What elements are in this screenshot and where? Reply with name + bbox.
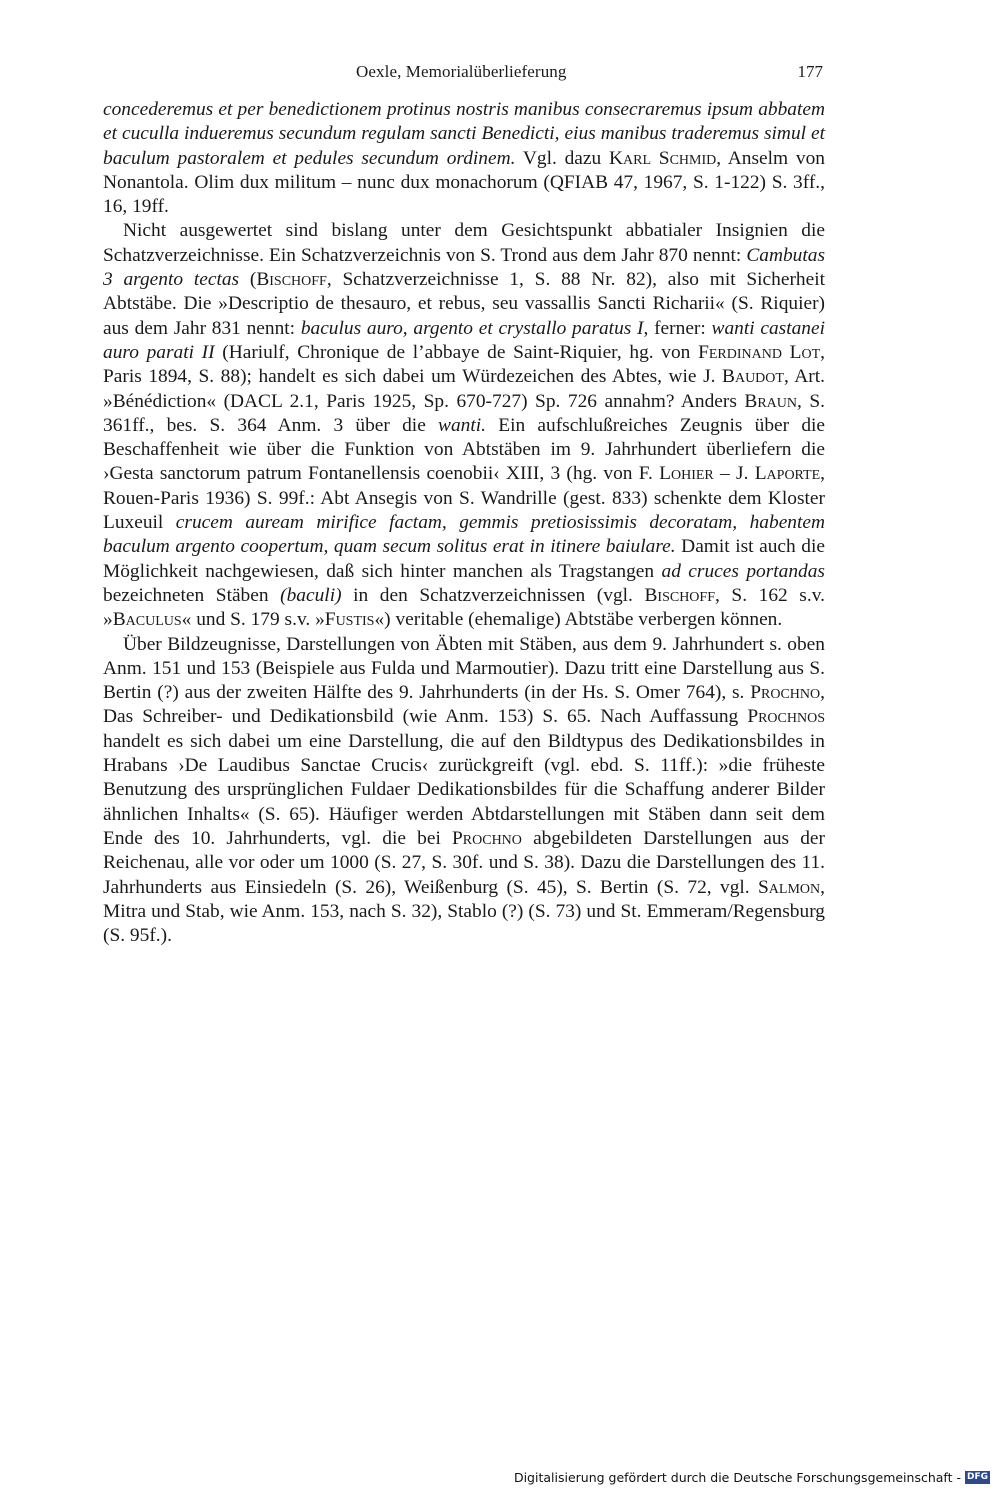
paragraph <box>103 219 825 632</box>
text-run: Damit ist auch die Möglichkeit nachgewiesen, daß sich hinter manchen als Tragstangen <box>103 536 825 582</box>
author-name: Fustis <box>324 609 375 631</box>
paragraph <box>103 98 825 219</box>
author-name: Prochnos <box>747 706 825 728</box>
text-run: , Rouen-Paris 1936) S. 99f.: Abt Ansegis von S. Wandrille (gest. 833) schenkte dem Kloster Luxeuil <box>103 463 826 534</box>
italic-text: wanti castanei auro parati II <box>103 317 825 363</box>
italic-text: concederemus et per benedictionem protinus nostris manibus consecraremus ipsum abbatem et cuculla indueremus secundum regulam sancti Benedicti, eius manibus traderemus simul et baculum pastoralem et pedules secundum ordinem. <box>103 99 825 169</box>
text-run: , Anselm von Nonantola. Olim dux militum – nunc dux monachorum (QFIAB 47, 1967, S. 1-122) S. 3ff., 16, 19ff. <box>103 147 825 218</box>
author-name: Bischoff <box>644 584 715 606</box>
dfg-logo-icon: DFG <box>966 1471 988 1482</box>
author-name: Bischoff <box>256 269 327 291</box>
text-run: «) veritable (ehemalige) Abtstäbe verbergen können. <box>374 609 783 631</box>
text-run: ( <box>239 269 257 291</box>
credit-text: Digitalisierung gefördert durch die Deutsche Forschungsgemeinschaft - <box>513 1469 961 1485</box>
italic-text: wanti. <box>438 414 486 436</box>
text-run: , Paris 1894, S. 88); handelt es sich dabei um Würdezeichen des Abtes, wie J. <box>103 341 825 388</box>
author-name: Ferdinand Lot <box>698 341 821 363</box>
text-run: , Das Schreiber- und Dedikationsbild (wie Anm. 153) S. 65. Nach Auffassung <box>103 682 825 728</box>
italic-text: (baculi) <box>280 584 342 606</box>
text-run: , ferner: <box>643 317 712 339</box>
author-name: Lohier <box>659 463 714 485</box>
text-run: abgebildeten Darstellungen aus der Reichenau, alle vor oder um 1000 (S. 27, S. 30f. und S. 38). Dazu die Darstellungen des 11. Jahrhunderts aus Einsiedeln (S. 26), Weißenburg (S. 45), S. Bertin (S. 72, vgl. <box>103 827 825 898</box>
author-name: Prochno <box>750 682 821 704</box>
running-title: Oexle, Memorialüberlieferung <box>356 62 567 81</box>
text-run: , S. 361ff., bes. S. 364 Anm. 3 über die <box>103 390 825 436</box>
text-run: , Mitra und Stab, wie Anm. 153, nach S. 32), Stablo (?) (S. 73) und St. Emmeram/Regensburg (S. 95f.). <box>103 876 825 947</box>
text-run: in den Schatzverzeichnissen (vgl. <box>341 584 645 606</box>
footnote-body-text <box>103 98 825 948</box>
text-run: (Hariulf, Chronique de l’abbaye de Saint-Riquier, hg. von <box>214 341 699 363</box>
author-name: Laporte <box>754 463 821 485</box>
italic-text: crucem auream mirifice factam, gemmis pretiosissimis decoratam, habentem baculum argento coopertum, quam secum solitus erat in itinere baiulare. <box>103 512 825 558</box>
text-run: Über Bildzeugnisse, Darstellungen von Äbten mit Stäben, aus dem 9. Jahrhundert s. oben Anm. 151 und 153 (Beispiele aus Fulda und Marmoutier). Dazu tritt eine Darstellung aus S. Bertin (?) aus der zweiten Hälfte des 9. Jahrhunderts (in der Hs. S. Omer 764), s. <box>103 633 825 704</box>
text-run: , Art. »Bénédiction« (DACL 2.1, Paris 1925, Sp. 670-727) Sp. 726 annahm? Anders <box>103 366 825 412</box>
author-name: Salmon <box>758 876 821 898</box>
text-run: handelt es sich dabei um eine Darstellung, die auf den Bildtypus des Dedikationsbildes in Hrabans ›De Laudibus Sanctae Crucis‹ zurückgreift (vgl. ebd. S. 11ff.): »die früheste Benutzung des ursprünglichen Fuldaer Dedikationsbildes für die Schaffung anderer Bilder ähnlichen Inhalts« (S. 65). Häufiger werden Abtdarstellungen mit Stäben dann seit dem Ende des 10. Jahrhunderts, vgl. die bei <box>103 730 825 849</box>
text-run: Nicht ausgewertet sind bislang unter dem Gesichtspunkt abbatialer Insignien die Schatzverzeichnisse. Ein Schatzverzeichnis von S. Trond aus dem Jahr 870 nennt: <box>103 220 825 266</box>
text-run: Vgl. dazu <box>515 147 609 169</box>
text-run: , S. 162 s.v. » <box>103 584 825 631</box>
paragraph <box>103 633 825 949</box>
italic-text: ad cruces portandas <box>661 560 825 582</box>
author-name: Braun <box>744 390 798 412</box>
text-run: Ein aufschlußreiches Zeugnis über die Beschaffenheit wie über die Funktion von Abtstäben im 9. Jahrhundert überliefern die ›Gesta sanctorum patrum Fontanellensis coenobii‹ XIII, 3 (hg. von F. <box>103 414 826 485</box>
author-name: Baculus <box>112 609 182 631</box>
text-run: , Schatzverzeichnisse 1, S. 88 Nr. 82), also mit Sicherheit Abtstäbe. Die »Descriptio de thesauro, et rebus, seu vassallis Sancti Richarii« (S. Riquier) aus dem Jahr 831 nennt: <box>103 269 825 339</box>
page-number: 177 <box>797 62 823 81</box>
text-run: – J. <box>713 463 755 485</box>
author-name: Prochno <box>452 827 522 849</box>
running-head <box>103 58 825 86</box>
text-run: « und S. 179 s.v. » <box>181 609 325 631</box>
author-name: Karl Schmid <box>609 147 717 169</box>
italic-text: baculus auro, argento et crystallo paratus I <box>300 317 644 339</box>
italic-text: Cambutas 3 argento tectas <box>103 244 825 291</box>
digitization-credit <box>514 1467 990 1487</box>
author-name: Baudot <box>722 366 784 388</box>
text-run: bezeichneten Stäben <box>103 584 281 606</box>
